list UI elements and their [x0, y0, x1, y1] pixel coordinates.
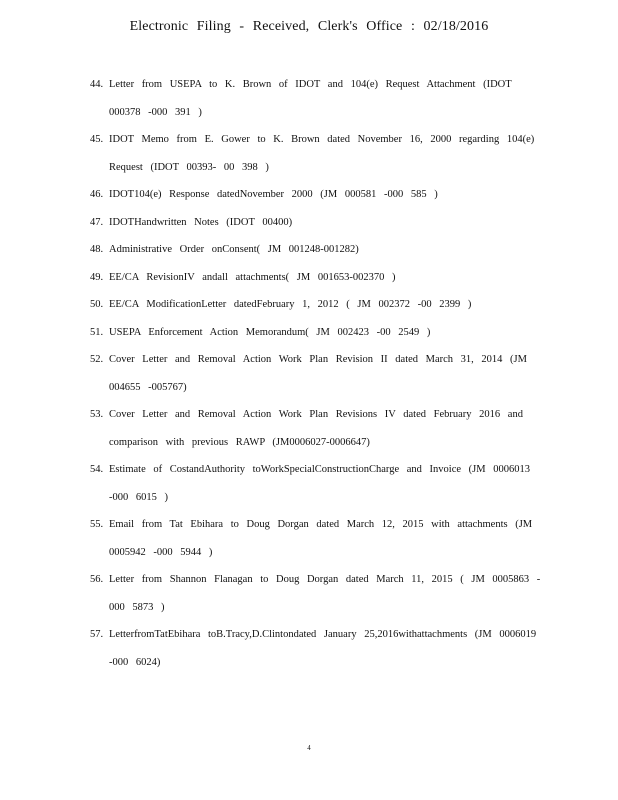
item-number: 45.: [90, 134, 104, 145]
item-number: 57.: [90, 629, 104, 640]
item-number: 48.: [90, 244, 104, 255]
item-text: Email from Tat Ebihara to Doug Dorgan dated March 12, 2015 with attachments (JM 0005942 -000 5944 ): [109, 519, 533, 558]
item-text: Administrative Order onConsent( JM 001248-001282): [109, 244, 359, 255]
item-number: 44.: [90, 79, 104, 90]
list-item: [90, 346, 550, 401]
page-header: Electronic Filing - Received, Clerk's Office : 02/18/2016: [129, 19, 489, 34]
list-item: [90, 126, 550, 181]
list-item: [90, 209, 550, 237]
item-text: Letter from Shannon Flanagan to Doug Dorgan dated March 11, 2015 ( JM 0005863 - 000 5873 ): [109, 574, 541, 613]
list-item: [90, 291, 550, 319]
list-item: [90, 401, 550, 456]
item-number: 47.: [90, 216, 104, 228]
list-item: [90, 511, 550, 566]
list-item: [90, 236, 550, 264]
list-item: [90, 566, 550, 621]
list-item: [90, 456, 550, 511]
item-text: Estimate of CostandAuthority toWorkSpecialConstructionCharge and Invoice (JM 0006013 -000 6015 ): [109, 464, 530, 503]
item-text: Cover Letter and Removal Action Work Plan Revision II dated March 31, 2014 (JM 004655 -005767): [109, 354, 527, 393]
item-number: 50.: [90, 299, 104, 310]
item-number: 46.: [90, 189, 104, 200]
item-number: 52.: [90, 354, 104, 365]
item-text: Cover Letter and Removal Action Work Plan Revisions IV dated February 2016 and comparison with previous RAWP (JM0006027-0006647): [109, 409, 523, 448]
list-item: [90, 621, 550, 676]
item-text: IDOT104(e) Response datedNovember 2000 (JM 000581 -000 585 ): [109, 189, 438, 200]
list-item: [90, 181, 550, 209]
item-number: 49.: [90, 271, 104, 283]
list-item: [90, 319, 550, 347]
exhibit-list: [90, 71, 550, 676]
item-text: IDOTHandwritten Notes (IDOT 00400): [109, 216, 293, 228]
item-text: EE/CA RevisionIV andall attachments( JM 001653-002370 ): [109, 271, 396, 283]
item-number: 55.: [90, 519, 104, 530]
item-text: IDOT Memo from E. Gower to K. Brown dated November 16, 2000 regarding 104(e) Request (IDOT 00393- 00 398 ): [109, 134, 535, 173]
page-number: 4: [307, 744, 311, 752]
list-item: [90, 71, 550, 126]
item-number: 56.: [90, 574, 104, 585]
item-number: 53.: [90, 409, 104, 420]
item-text: USEPA Enforcement Action Memorandum( JM 002423 -00 2549 ): [109, 326, 431, 338]
list-item: [90, 264, 550, 292]
item-text: Letter from USEPA to K. Brown of IDOT and 104(e) Request Attachment (IDOT 000378 -000 391 ): [109, 79, 512, 118]
item-text: LetterfromTatEbihara toB.Tracy,D.Clintondated January 25,2016withattachments (JM 0006019 -000 6024): [109, 629, 537, 668]
item-number: 51.: [90, 326, 104, 338]
item-number: 54.: [90, 464, 104, 475]
item-text: EE/CA ModificationLetter datedFebruary 1, 2012 ( JM 002372 -00 2399 ): [109, 299, 472, 310]
